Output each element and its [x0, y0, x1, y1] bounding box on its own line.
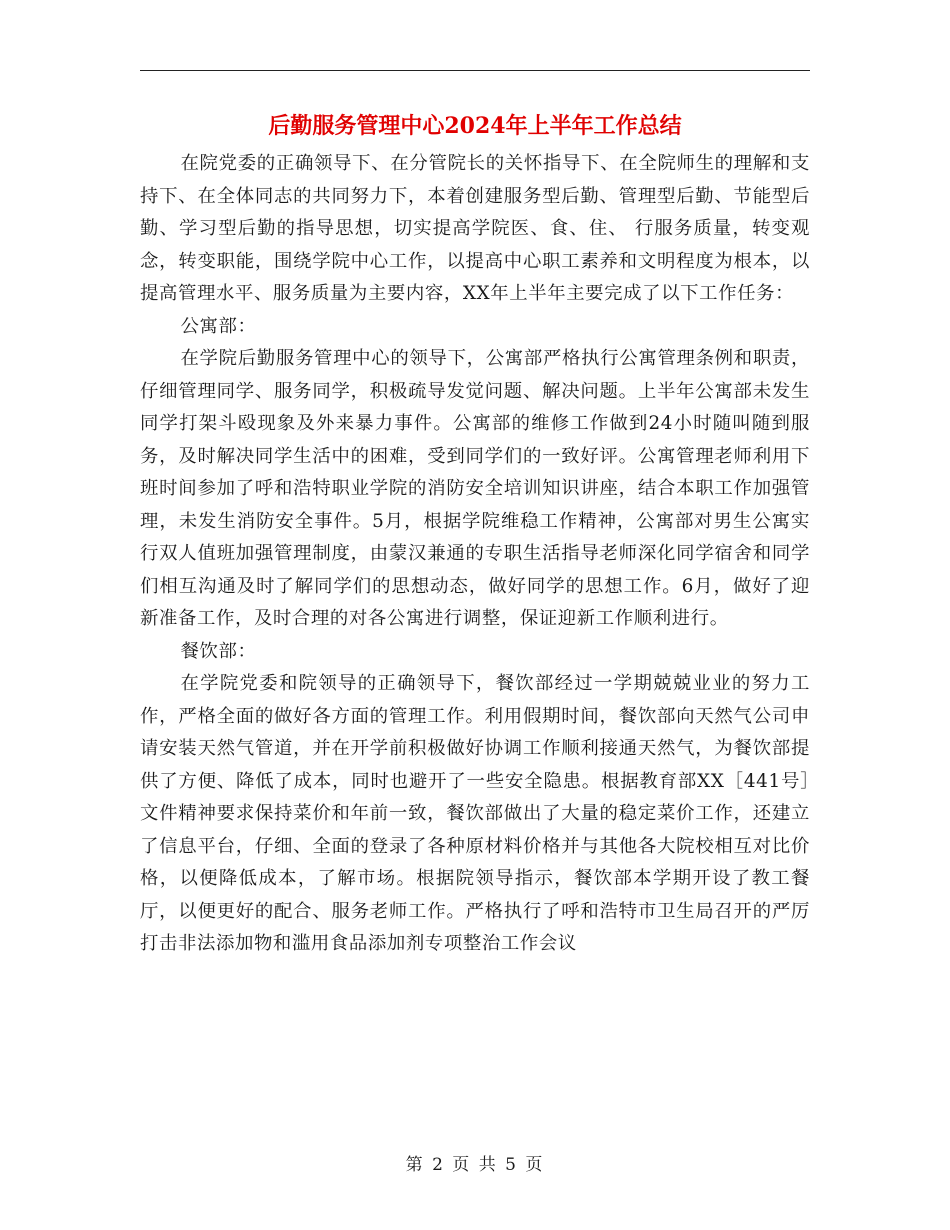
document-body: [140, 148, 810, 961]
document-title: 后勤服务管理中心2024年上半年工作总结: [268, 113, 682, 139]
apartment-paragraph: 在学院后勤服务管理中心的领导下，公寓部严格执行公寓管理条例和职责，仔细管理同学、服务同学，积极疏导发觉问题、解决问题。上半年公寓部未发生同学打架斗殴现象及外来暴力事件。公寓部的维修工作做到24小时随叫随到服务，及时解决同学生活中的困难，受到同学们的一致好评。公寓管理老师利用下班时间参加了呼和浩特职业学院的消防安全培训知识讲座，结合本职工作加强管理，未发生消防安全事件。5月，根据学院维稳工作精神，公寓部对男生公寓实行双人值班加强管理制度，由蒙汉兼通的专职生活指导老师深化同学宿舍和同学们相互沟通及时了解同学们的思想动态，做好同学的思想工作。6月，做好了迎新准备工作，及时合理的对各公寓进行调整，保证迎新工作顺利进行。: [140, 348, 810, 629]
intro-paragraph: 在院党委的正确领导下、在分管院长的关怀指导下、在全院师生的理解和支持下、在全体同志的共同努力下，本着创建服务型后勤、管理型后勤、节能型后勤、学习型后勤的指导思想，切实提高学院医、食、住、 行服务质量，转变观念，转变职能，围绕学院中心工作，以提高中心职工素养和文明程度为根本，以提高管理水平、服务质量为主要内容，XX年上半年主要完成了以下工作任务：: [140, 153, 810, 304]
page-number: 第 2 页 共 5 页: [405, 1155, 545, 1175]
header-rule: [140, 70, 810, 71]
section-heading-apartment: 公寓部：: [180, 315, 257, 337]
section-heading-catering: 餐饮部：: [180, 640, 257, 662]
catering-paragraph: 在学院党委和院领导的正确领导下，餐饮部经过一学期兢兢业业的努力工作，严格全面的做好各方面的管理工作。利用假期时间，餐饮部向天然气公司申请安装天然气管道，并在开学前积极做好协调工作顺利接通天然气，为餐饮部提供了方便、降低了成本，同时也避开了一些安全隐患。根据教育部XX［441号］文件精神要求保持菜价和年前一致，餐饮部做出了大量的稳定菜价工作，还建立了信息平台，仔细、全面的登录了各种原材料价格并与其他各大院校相互对比价格，以便降低成本，了解市场。根据院领导指示，餐饮部本学期开设了教工餐厅，以便更好的配合、服务老师工作。严格执行了呼和浩特市卫生局召开的严厉打击非法添加物和滥用食品添加剂专项整治工作会议: [140, 673, 810, 954]
